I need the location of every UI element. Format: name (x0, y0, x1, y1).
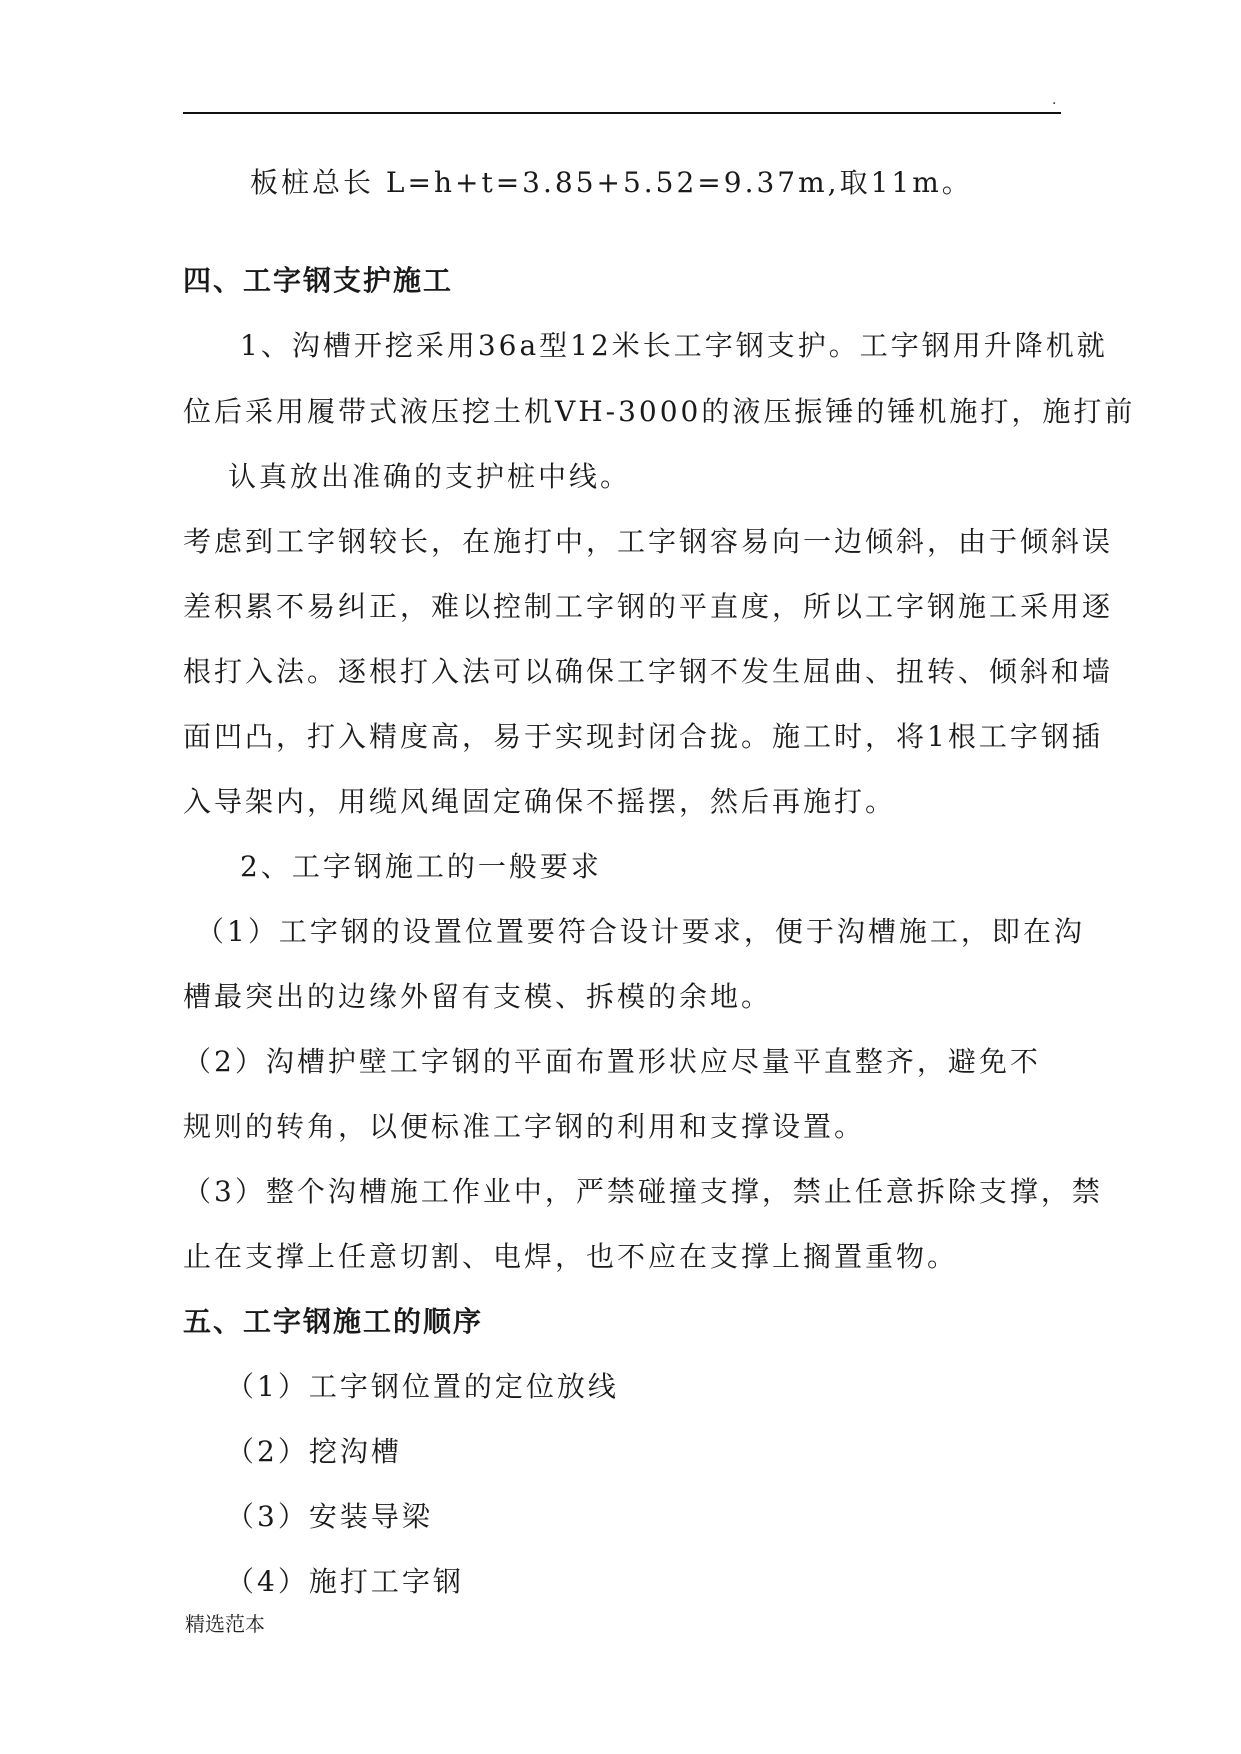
sequence-step-1: （1）工字钢位置的定位放线 (226, 1370, 619, 1403)
footer-label: 精选范本 (185, 1612, 265, 1636)
requirement-1-line: 槽最突出的边缘外留有支模、拆模的余地。 (183, 980, 773, 1013)
paragraph-line: 认真放出准确的支护桩中线。 (228, 460, 632, 493)
sequence-step-3: （3）安装导梁 (226, 1500, 433, 1533)
paragraph-line: 面凹凸，打入精度高，易于实现封闭合拢。施工时，将1根工字钢插 (183, 720, 1103, 753)
subsection-heading: 2、工字钢施工的一般要求 (240, 850, 602, 883)
paragraph-line: 根打入法。逐根打入法可以确保工字钢不发生屈曲、扭转、倾斜和墙 (183, 655, 1114, 688)
paragraph-line: 差积累不易纠正，难以控制工字钢的平直度，所以工字钢施工采用逐 (183, 590, 1114, 623)
section-four-heading: 四、工字钢支护施工 (183, 264, 454, 297)
sequence-step-2: （2）挖沟槽 (226, 1435, 402, 1468)
requirement-2-line: 规则的转角，以便标准工字钢的利用和支撑设置。 (183, 1110, 866, 1143)
requirement-3-line: （3）整个沟槽施工作业中，严禁碰撞支撑，禁止任意拆除支撑，禁 (183, 1175, 1103, 1208)
pile-length-line: 板桩总长 L=h+t=3.85+5.52=9.37m,取11m。 (250, 166, 973, 199)
section-five-heading: 五、工字钢施工的顺序 (183, 1305, 484, 1338)
sequence-step-4: （4）施打工字钢 (226, 1565, 464, 1598)
requirement-3-line: 止在支撑上任意切割、电焊，也不应在支撑上搁置重物。 (183, 1240, 959, 1273)
paragraph-line: 1、沟槽开挖采用36a型12米长工字钢支护。工字钢用升降机就 (240, 329, 1108, 362)
paragraph-line: 入导架内，用缆风绳固定确保不摇摆，然后再施打。 (183, 785, 897, 818)
header-rule (183, 112, 1061, 114)
header-dot: . (1052, 92, 1057, 108)
paragraph-line: 位后采用履带式液压挖土机VH-3000的液压振锤的锤机施打，施打前 (183, 395, 1136, 428)
requirement-2-line: （2）沟槽护壁工字钢的平面布置形状应尽量平直整齐，避免不 (183, 1045, 1041, 1078)
paragraph-line: 考虑到工字钢较长，在施打中，工字钢容易向一边倾斜，由于倾斜误 (183, 525, 1114, 558)
requirement-1-line: （1）工字钢的设置位置要符合设计要求，便于沟槽施工，即在沟 (196, 915, 1085, 948)
